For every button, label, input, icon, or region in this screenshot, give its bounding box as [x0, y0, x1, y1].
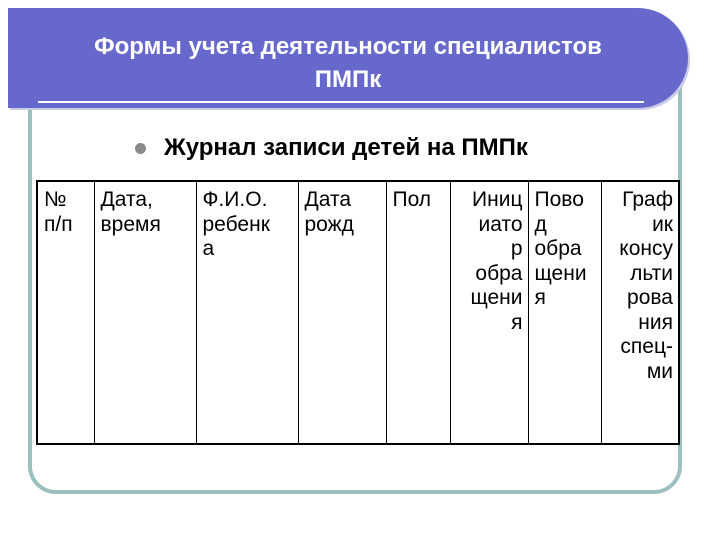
table-header-row	[37, 181, 679, 444]
column-header-sex: Пол	[386, 181, 450, 444]
column-header-date-time: Дата, время	[94, 181, 196, 444]
column-header-reason: Пово д обра щени я	[528, 181, 601, 444]
column-header-schedule: Граф ик консу льти рова ния спец- ми	[601, 181, 679, 444]
column-header-initiator: Иниц иато р обра щени я	[450, 181, 528, 444]
title-underline	[38, 101, 644, 103]
bullet-item	[135, 132, 528, 164]
journal-table	[36, 180, 680, 445]
title-banner	[8, 8, 688, 108]
column-header-number: № п/п	[37, 181, 94, 444]
slide-title: Формы учета деятельности специалистов ПМПк	[94, 33, 602, 93]
column-header-birth-date: Дата рожд	[298, 181, 386, 444]
bullet-text: Журнал записи детей на ПМПк	[164, 134, 528, 161]
column-header-child-name: Ф.И.О. ребенк а	[196, 181, 298, 444]
bullet-dot-icon	[135, 143, 146, 154]
